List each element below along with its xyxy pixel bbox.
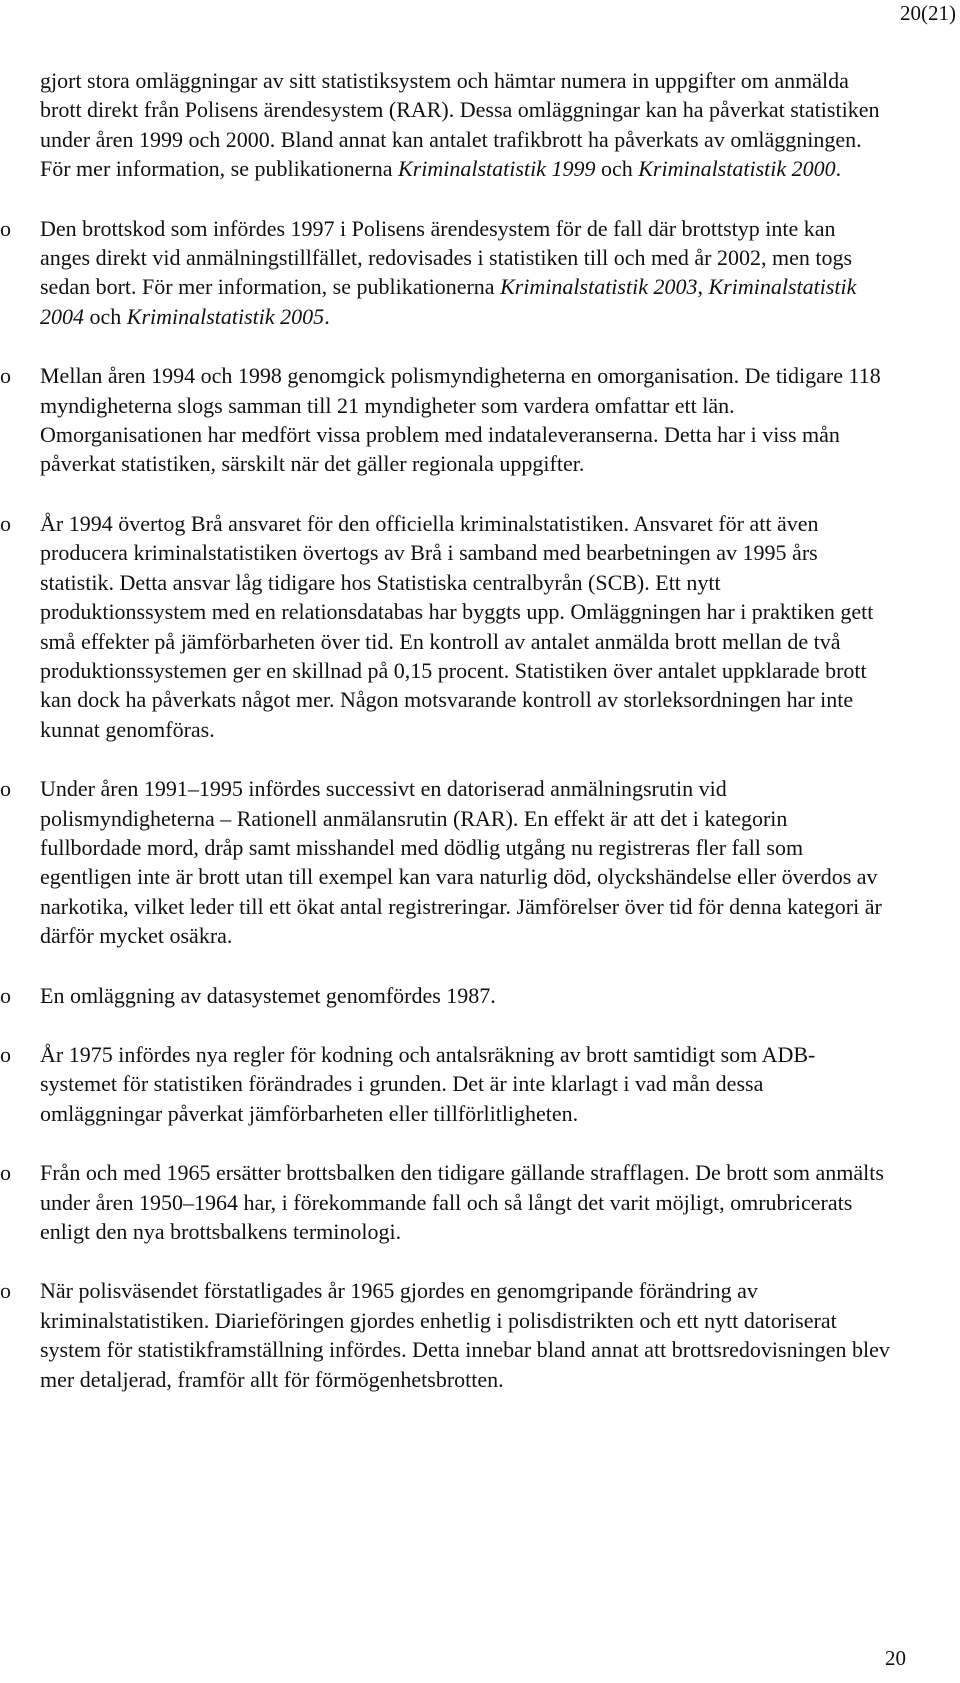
item-text: När polisväsendet förstatligades år 1965 gjordes en genomgripande förändring av kriminalstatistiken. Diarieföringen gjordes enhetlig i polisdistrikten och ett nytt datoriserat system för statistikframställning infördes. Detta innebar bland annat att brottsredovisningen blev mer detaljerad, framför allt för förmögenhetsbrotten. — [40, 1278, 890, 1392]
publication-title: Kriminalstatistik 2000 — [638, 156, 836, 182]
publication-title: Kriminalstatistik 2003 — [500, 274, 698, 300]
connector-text: och — [84, 303, 127, 329]
intro-text: gjort stora omläggningar av sitt statistiksystem och hämtar numera in uppgifter om anmälda brott direkt från Polisens ärendesystem (RAR). Dessa omläggningar kan ha påverkat statistiken under åren 1999 och 2000. Bland annat kan antalet trafikbrott ha påverkats av omläggningen. För mer information, se publikationerna — [40, 68, 880, 182]
item-text: År 1994 övertog Brå ansvaret för den officiella kriminalstatistiken. Ansvaret för att även producera kriminalstatistiken övertogs av Brå i samband med bearbetningen av 1995 års statistik. Detta ansvar låg tidigare hos Statistiska centralbyrån (SCB). Ett nytt produktionssystem med en relationsdatabas har byggts upp. Omläggningen har i praktiken gett små effekter på jämförbarheten över tid. En kontroll av antalet anmälda brott mellan de två produktionssystemen ger en skillnad på 0,15 procent. Statistiken över antalet uppklarade brott kan dock ha påverkats något mer. Någon motsvarande kontroll av storleksordningen har inte kunnat genomföras. — [40, 510, 874, 742]
publication-title: Kriminalstatistik 2005 — [126, 303, 325, 329]
intro-paragraph — [40, 66, 890, 184]
list-item — [0, 214, 890, 332]
publication-title: Kriminalstatistik 1999 — [398, 156, 596, 182]
separator-text: , — [697, 274, 709, 300]
period: . — [324, 303, 330, 329]
list-item — [0, 509, 890, 744]
item-text: Under åren 1991–1995 infördes successivt en datoriserad anmälningsrutin vid polismyndigheterna – Rationell anmälansrutin (RAR). En effekt är att det i kategorin fullbordade mord, dråp samt misshandel med dödlig utgång nu registreras fler fall som egentligen inte är brott utan till exempel kan vara naturlig död, olyckshändelse eller överdos av narkotika, vilket leder till ett ökat antal registreringar. Jämförelser över tid för denna kategori är därför mycket osäkra. — [40, 776, 882, 949]
document-body — [0, 66, 900, 1424]
page-indicator: 20(21) — [900, 1, 956, 25]
list-item — [0, 361, 890, 479]
item-text: Från och med 1965 ersätter brottsbalken den tidigare gällande strafflagen. De brott som anmälts under åren 1950–1964 har, i förekommande fall och så långt det varit möjligt, omrubricerats enligt den nya brottsbalkens terminologi. — [40, 1160, 884, 1244]
period: . — [835, 156, 842, 182]
bullet-marker: o — [0, 1041, 11, 1067]
bullet-marker: o — [0, 982, 11, 1008]
list-item — [0, 1276, 890, 1394]
list-item — [0, 1040, 890, 1128]
item-text: År 1975 infördes nya regler för kodning och antalsräkning av brott samtidigt som ADB-systemet för statistiken förändrades i grunden. Det är inte klarlagt i vad mån dessa omläggningar påverkat jämförbarheten eller tillförlitligheten. — [40, 1041, 816, 1126]
list-item — [0, 981, 890, 1010]
bullet-marker: o — [0, 1278, 11, 1304]
bullet-marker: o — [0, 1160, 11, 1186]
bullet-marker: o — [0, 510, 11, 536]
list-item — [0, 1158, 890, 1246]
list-item — [0, 774, 890, 950]
bullet-marker: o — [0, 215, 11, 241]
publication-title: Kriminalstatistik 2004 — [40, 274, 857, 329]
page-number: 20 — [885, 1646, 906, 1670]
item-text: Den brottskod som infördes 1997 i Polisens ärendesystem för de fall där brottstyp inte kan anges direkt vid anmälningstillfället, redovisades i statistiken till och med år 2002, men togs sedan bort. För mer information, se publikationerna — [40, 215, 853, 300]
bullet-marker: o — [0, 363, 11, 389]
item-text: Mellan åren 1994 och 1998 genomgick polismyndigheterna en omorganisation. De tidigare 118 myndigheterna slogs samman till 21 myndigheter som vardera omfattar ett län. Omorganisationen har medfört vissa problem med indataleveranserna. Detta har i viss mån påverkat statistiken, särskilt när det gäller regionala uppgifter. — [40, 363, 881, 477]
connector-text: och — [595, 156, 639, 182]
bullet-marker: o — [0, 776, 11, 802]
item-text: En omläggning av datasystemet genomfördes 1987. — [40, 982, 496, 1008]
